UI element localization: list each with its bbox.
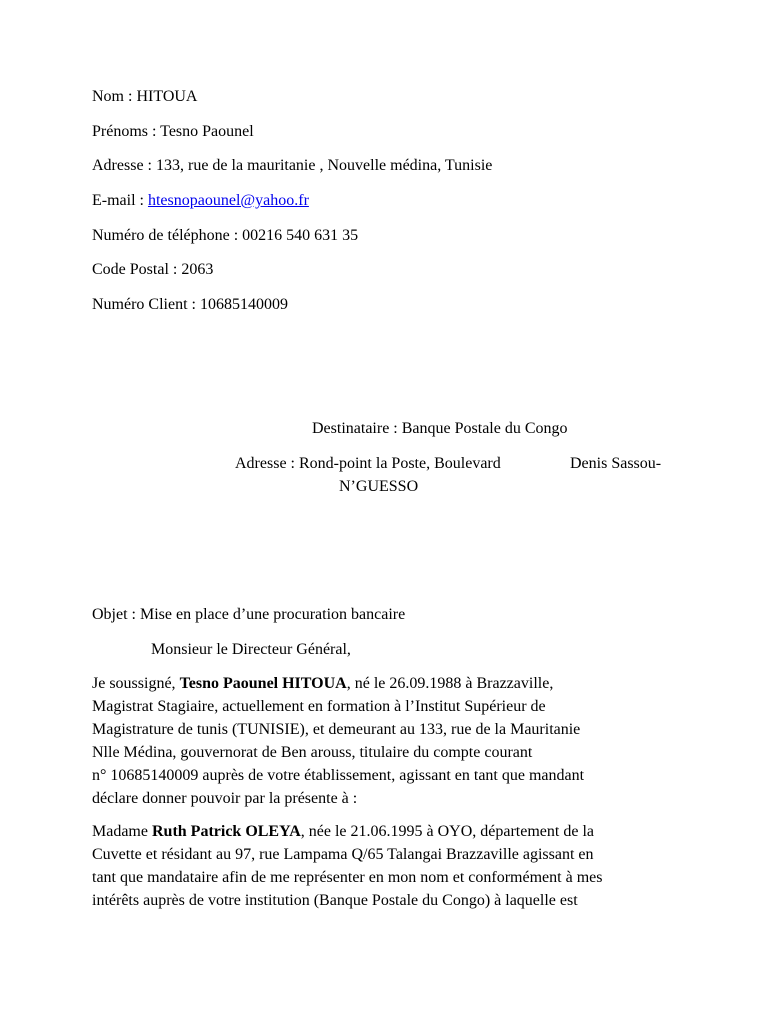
paragraph-line: intérêts auprès de votre institution (Banque Postale du Congo) à laquelle est	[92, 892, 578, 909]
paragraph-line: déclare donner pouvoir par la présente à :	[92, 790, 358, 807]
paragraph-line: Cuvette et résidant au 97, rue Lampama Q/65 Talangai Brazzaville agissant en	[92, 846, 594, 863]
paragraph-line: n° 10685140009 auprès de votre établissement, agissant en tant que mandant	[92, 767, 585, 784]
sender-email-link[interactable]: htesnopaounel@yahoo.fr	[147, 192, 309, 209]
paragraph-mandant	[92, 672, 692, 810]
paragraph-line: tant que mandataire afin de me représenter en mon nom et conformément à mes	[92, 869, 603, 886]
paragraph-line: Magistrat Stagiaire, actuellement en formation à l’Institut Supérieur de	[92, 698, 546, 715]
sender-address: Adresse : 133, rue de la mauritanie , Nouvelle médina, Tunisie	[92, 157, 493, 174]
mandant-name: Tesno Paounel HITOUA	[179, 675, 347, 692]
recipient-name: Destinataire : Banque Postale du Congo	[312, 420, 568, 437]
subject-line: Objet : Mise en place d’une procuration bancaire	[92, 606, 406, 623]
paragraph-line	[92, 672, 692, 695]
mandataire-name: Ruth Patrick OLEYA	[151, 823, 301, 840]
text-run: , né le 26.09.1988 à Brazzaville,	[346, 675, 554, 692]
sender-first-names: Prénoms : Tesno Paounel	[92, 123, 254, 140]
recipient-address-part2: Denis Sassou-	[570, 455, 662, 472]
paragraph-line	[92, 820, 692, 843]
sender-phone: Numéro de téléphone : 00216 540 631 35	[92, 227, 359, 244]
text-run: Madame	[92, 823, 152, 840]
sender-postal-code: Code Postal : 2063	[92, 261, 214, 278]
text-run: Je soussigné,	[92, 675, 180, 692]
sender-client-number: Numéro Client : 10685140009	[92, 296, 288, 313]
text-run: , née le 21.06.1995 à OYO, département de la	[300, 823, 594, 840]
sender-email-label: E-mail :	[92, 192, 148, 209]
recipient-address-part3: N’GUESSO	[339, 478, 419, 495]
sender-email	[92, 191, 309, 211]
paragraph-line: Magistrature de tunis (TUNISIE), et demeurant au 133, rue de la Mauritanie	[92, 721, 581, 738]
paragraph-line: Nlle Médina, gouvernorat de Ben arouss, titulaire du compte courant	[92, 744, 533, 761]
recipient-address-part1: Adresse : Rond-point la Poste, Boulevard	[235, 455, 501, 472]
sender-name: Nom : HITOUA	[92, 88, 198, 105]
salutation: Monsieur le Directeur Général,	[151, 641, 351, 658]
paragraph-mandataire	[92, 820, 692, 912]
